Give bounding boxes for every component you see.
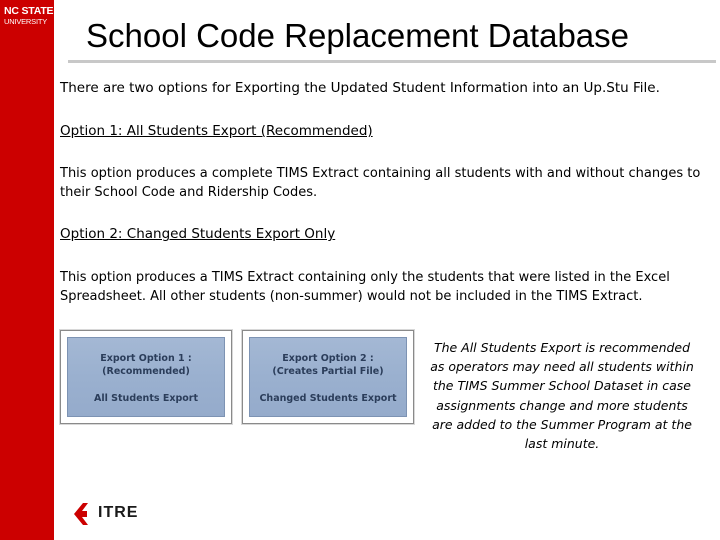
all-students-export-button[interactable] [67,337,225,417]
button-heading-line2: (Creates Partial File) [272,366,384,377]
nc-state-logo-text: NC STATE [4,5,54,17]
changed-students-export-button[interactable] [249,337,407,417]
recommendation-note: The All Students Export is recommended as operators may need all students within the TIMS Summer School Dataset in case assignments change and more students are added to the Summer Program at the last minute. [430,340,694,452]
button-label: Changed Students Export [259,393,397,404]
page-title: School Code Replacement Database [86,17,630,54]
option1-description: This option produces a complete TIMS Extract containing all students with and without changes to their School Code and Ridership Codes. [60,166,701,200]
university-logo-text: UNIVERSITY [4,17,48,26]
export-option1-panel [60,330,232,424]
option1-heading: Option 1: All Students Export (Recommended) [60,123,373,139]
button-label: All Students Export [94,393,198,404]
export-option2-panel [242,330,414,424]
button-heading-line1: Export Option 1 : [100,353,192,364]
itre-logo-text: ITRE [98,504,139,521]
intro-text: There are two options for Exporting the Updated Student Information into an Up.Stu File. [60,80,660,96]
option2-description: This option produces a TIMS Extract containing only the students that were listed in the Excel Spreadsheet. All other students (non-summer) would not be included in the TIMS Extract. [60,270,670,304]
title-divider [68,60,716,63]
sidebar-brand-bar [0,0,54,540]
option2-heading: Option 2: Changed Students Export Only [60,226,336,242]
button-heading-line1: Export Option 2 : [282,353,374,364]
button-heading-line2: (Recommended) [102,366,190,377]
